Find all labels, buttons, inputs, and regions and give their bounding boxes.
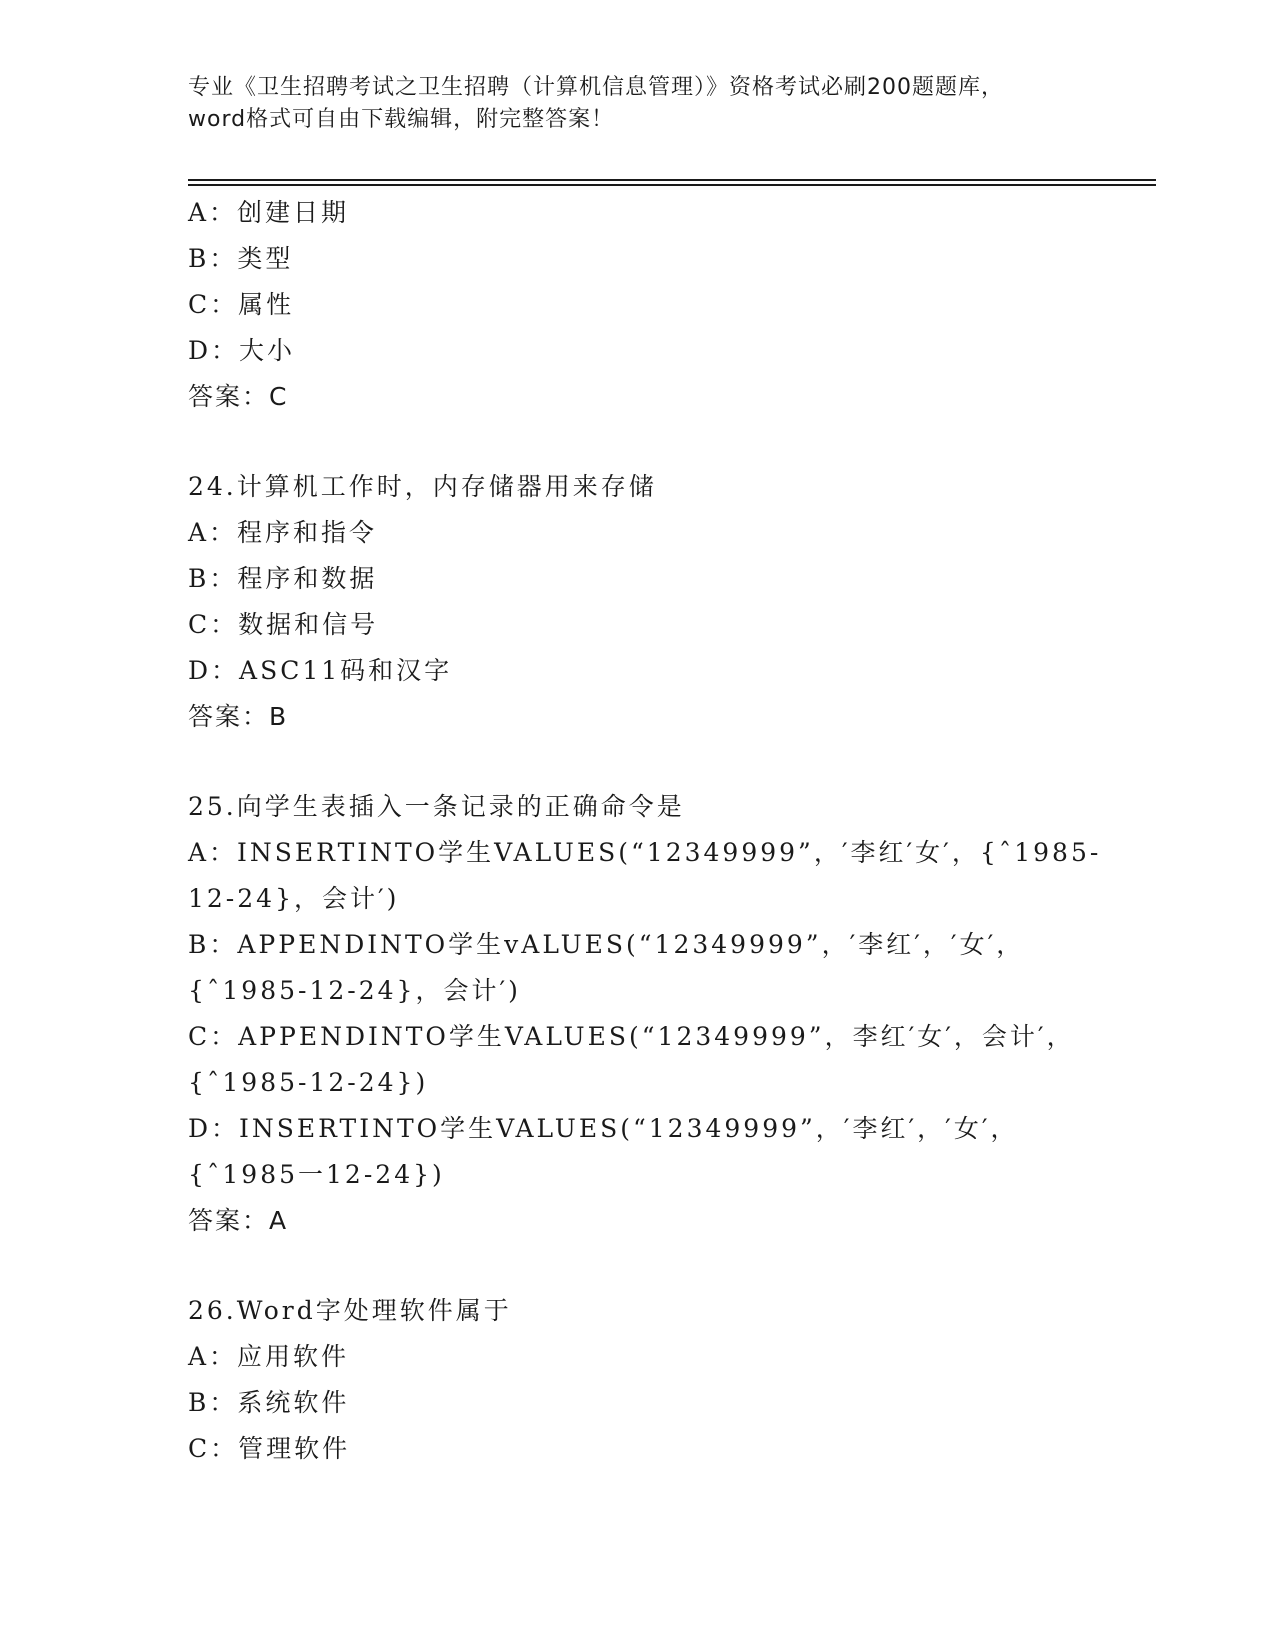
q24-option-c: C：数据和信号 <box>188 610 379 639</box>
q25-option-d-line-2: {ˆ1985一12-24}) <box>188 1160 445 1189</box>
question-26-block <box>188 1288 1088 1472</box>
header-title-line-1: 专业《卫生招聘考试之卫生招聘（计算机信息管理）》资格考试必刷200题题库， <box>188 75 1004 100</box>
q25-option-c-line-1: C：APPENDINTO学生VALUES(“12349999”，李红′女′，会计′， <box>188 1022 1075 1051</box>
q25-option-b-line-2: {ˆ1985-12-24}，会计′) <box>188 976 521 1005</box>
question-23-block <box>188 190 1088 420</box>
q24-option-b: B：程序和数据 <box>188 564 378 593</box>
header-title-line-2: word格式可自由下载编辑，附完整答案！ <box>188 107 615 132</box>
header-divider-bottom <box>188 184 1156 186</box>
header-divider-top <box>188 179 1156 181</box>
question-24-block <box>188 464 1088 740</box>
spacer <box>188 420 1088 464</box>
q26-option-b: B：系统软件 <box>188 1388 350 1417</box>
document-header <box>188 72 1088 136</box>
q25-question: 25.向学生表插入一条记录的正确命令是 <box>188 792 685 821</box>
q26-option-a: A：应用软件 <box>188 1342 350 1371</box>
spacer <box>188 740 1088 784</box>
q26-question: 26.Word字处理软件属于 <box>188 1296 512 1325</box>
q25-option-a-line-2: 12-24}，会计′) <box>188 884 400 913</box>
q24-option-d: D：ASC11码和汉字 <box>188 656 453 685</box>
question-content <box>188 190 1102 1472</box>
q23-option-d: D：大小 <box>188 336 296 365</box>
q24-question: 24.计算机工作时，内存储器用来存储 <box>188 472 657 501</box>
spacer <box>188 1244 1088 1288</box>
q24-option-a: A：程序和指令 <box>188 518 378 547</box>
q25-option-d-line-1: D：INSERTINTO学生VALUES(“12349999”，′李红′，′女′， <box>188 1114 1019 1143</box>
q23-option-a: A：创建日期 <box>188 198 350 227</box>
q25-option-a-line-1: A：INSERTINTO学生VALUES(“12349999”，′李红′女′，{ˆ1985- <box>188 838 1102 867</box>
q23-option-b: B：类型 <box>188 244 294 273</box>
q25-option-c-line-2: {ˆ1985-12-24}) <box>188 1068 429 1097</box>
q23-answer: 答案：C <box>188 382 289 411</box>
question-25-block <box>188 784 1102 1244</box>
q26-option-c: C：管理软件 <box>188 1434 351 1463</box>
q23-option-c: C：属性 <box>188 290 295 319</box>
q24-answer: 答案：B <box>188 702 289 731</box>
q25-option-b-line-1: B：APPENDINTO学生vALUES(“12349999”，′李红′，′女′， <box>188 930 1025 959</box>
q25-answer: 答案：A <box>188 1206 289 1235</box>
